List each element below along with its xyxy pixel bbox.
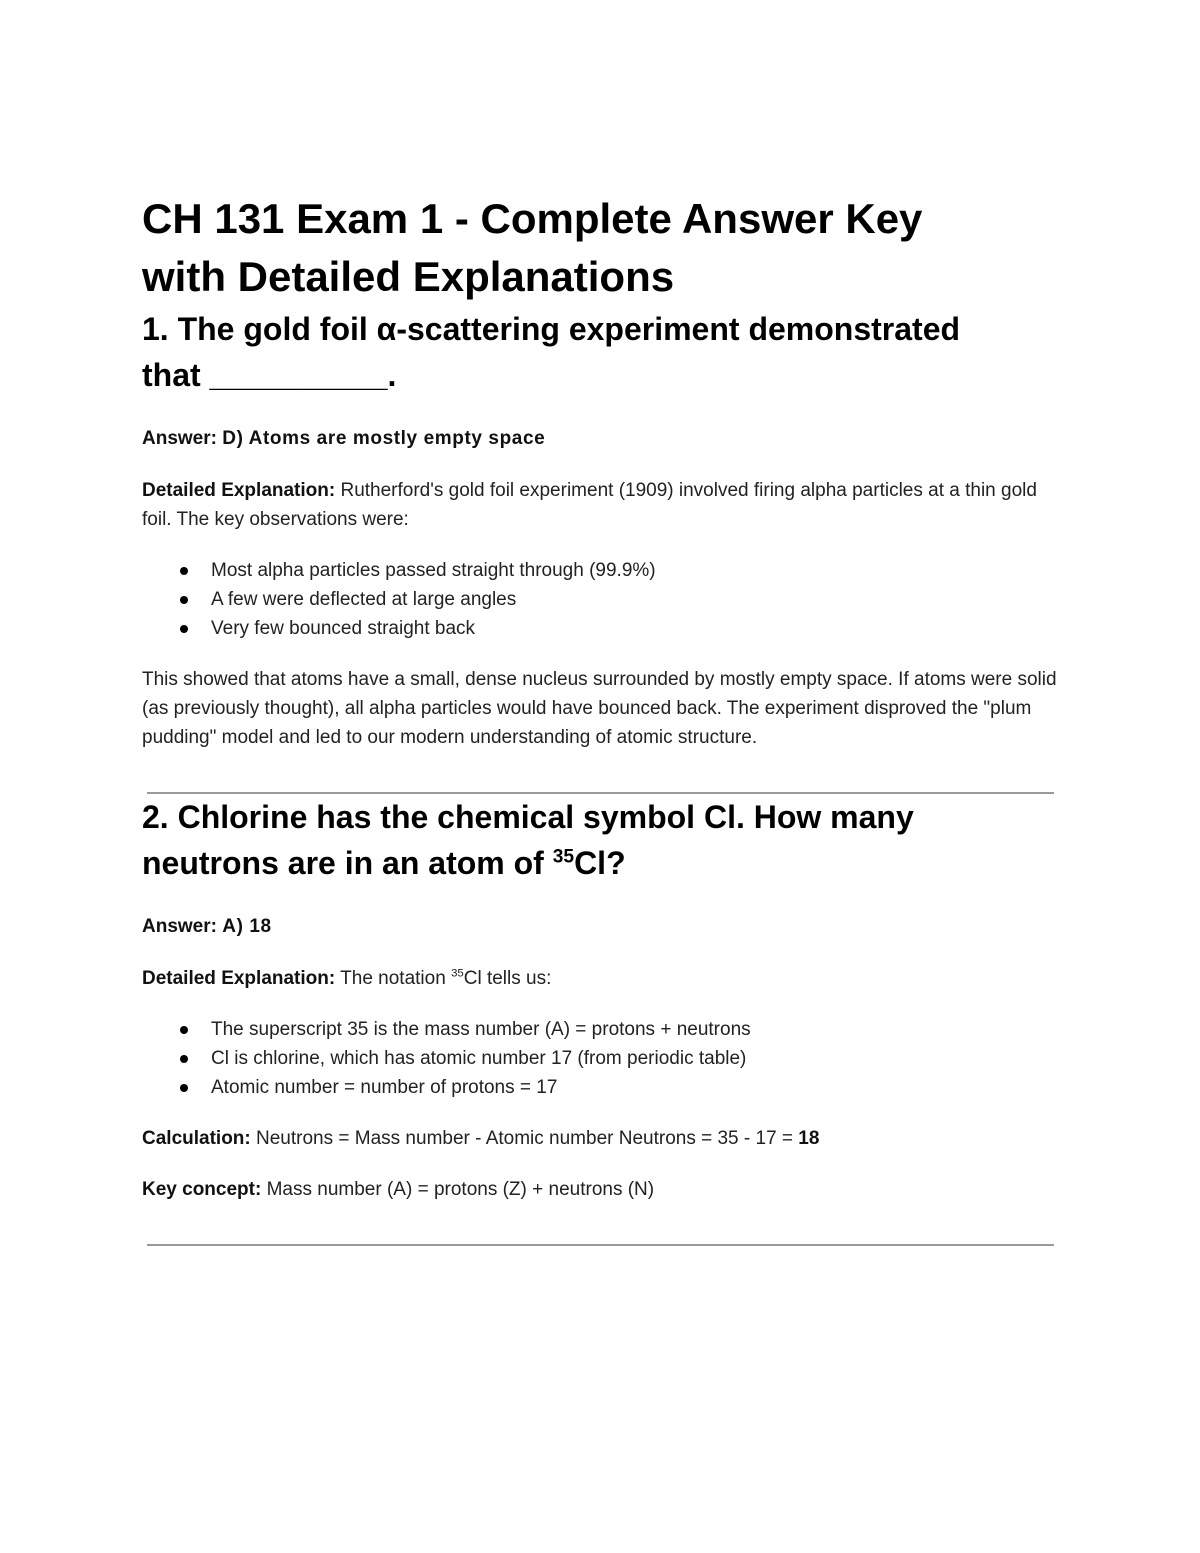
calculation-text: Neutrons = Mass number - Atomic number Neutrons = 35 - 17 = [256, 1128, 799, 1149]
list-item-text: A few were deflected at large angles [211, 589, 517, 610]
question-1-title-line1: 1. The gold foil α-scattering experiment demonstrated [142, 311, 961, 347]
isotope-superscript: 35 [451, 967, 464, 980]
list-item-text: The superscript 35 is the mass number (A) = protons + neutrons [211, 1019, 751, 1040]
question-2-explanation [142, 964, 1057, 993]
question-2-facts-list [142, 1015, 1057, 1102]
bullet-icon [180, 625, 188, 633]
question-2-title-line2-suffix: Cl? [574, 845, 626, 881]
list-item-text: Very few bounced straight back [211, 618, 476, 639]
bullet-icon [180, 1084, 188, 1092]
answer-label: Answer: [142, 916, 217, 937]
bullet-icon [180, 567, 188, 575]
list-item-text: Cl is chlorine, which has atomic number 17 (from periodic table) [211, 1048, 747, 1069]
list-item [180, 1015, 1057, 1044]
document-content [142, 190, 1057, 1246]
question-1-answer [142, 424, 1057, 454]
question-1-conclusion: This showed that atoms have a small, dense nucleus surrounded by mostly empty space. If atoms were solid (as previously thought), all alpha particles would have bounced back. The experiment disproved the "plum pudding" model and led to our modern understanding of atomic structure. [142, 669, 1057, 748]
question-1-title [142, 306, 1057, 398]
document-title [142, 190, 1057, 306]
question-2-key-concept [142, 1175, 1057, 1204]
list-item [180, 1044, 1057, 1073]
section-divider [147, 1244, 1054, 1246]
bullet-icon [180, 1026, 188, 1034]
question-2-title-line1: 2. Chlorine has the chemical symbol Cl. How many [142, 799, 914, 835]
key-concept-label: Key concept: [142, 1179, 262, 1200]
question-2-answer [142, 912, 1057, 942]
question-2-title [142, 794, 1057, 886]
list-item [180, 556, 1057, 585]
question-1-title-line2: that __________. [142, 357, 397, 393]
question-2-calculation [142, 1124, 1057, 1153]
calculation-label: Calculation: [142, 1128, 251, 1149]
calculation-result: 18 [798, 1128, 820, 1149]
document-title-line1: CH 131 Exam 1 - Complete Answer Key [142, 195, 923, 242]
list-item [180, 1073, 1057, 1102]
explanation-text: Rutherford's gold foil experiment (1909) involved firing alpha particles at a thin gold foil. The key observations were: [142, 480, 1037, 530]
question-2-title-line2-prefix: neutrons are in an atom of [142, 845, 553, 881]
question-1-observations-list [142, 556, 1057, 643]
list-item-text: Atomic number = number of protons = 17 [211, 1077, 558, 1098]
question-2 [142, 794, 1057, 1204]
bullet-icon [180, 1055, 188, 1063]
key-concept-text: Mass number (A) = protons (Z) + neutrons (N) [266, 1179, 655, 1200]
question-1-explanation [142, 476, 1057, 534]
isotope-superscript: 35 [552, 846, 575, 868]
document-title-line2: with Detailed Explanations [142, 253, 675, 300]
bullet-icon [180, 596, 188, 604]
list-item-text: Most alpha particles passed straight through (99.9%) [211, 560, 656, 581]
list-item [180, 585, 1057, 614]
question-1 [142, 306, 1057, 752]
explanation-label: Detailed Explanation: [142, 968, 336, 989]
answer-value: D) Atoms are mostly empty space [222, 428, 546, 449]
list-item [180, 614, 1057, 643]
answer-value: A) 18 [222, 916, 272, 937]
explanation-label: Detailed Explanation: [142, 480, 336, 501]
explanation-prefix: The notation [340, 968, 452, 989]
explanation-suffix: Cl tells us: [463, 968, 552, 989]
answer-label: Answer: [142, 428, 217, 449]
